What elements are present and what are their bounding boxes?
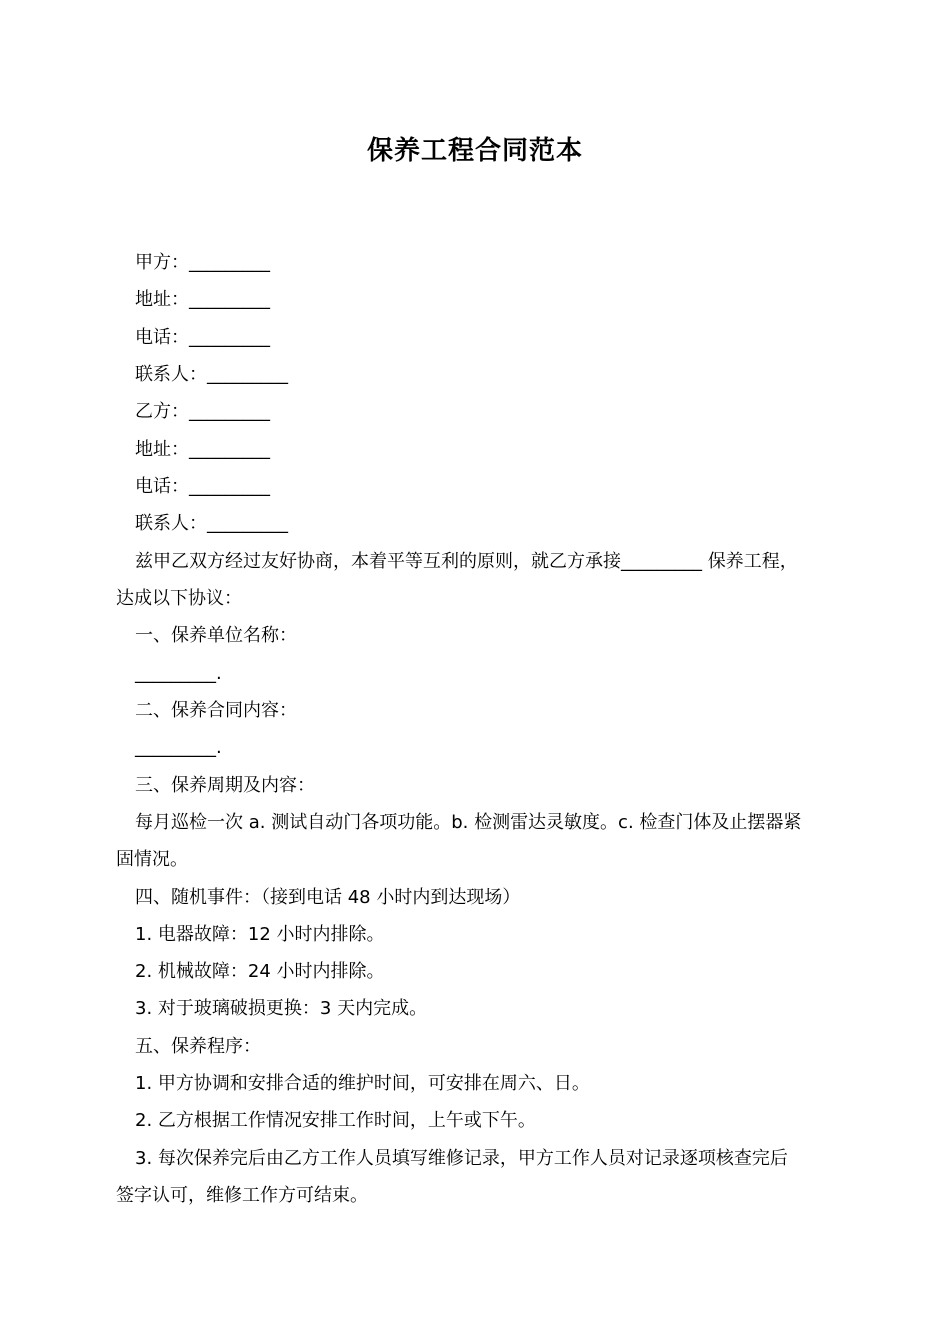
preamble-line-1: 兹甲乙双方经过友好协商，本着平等互利的原则，就乙方承接_________ 保养工程， <box>135 551 798 572</box>
section-5-item-1: 1. 甲方协调和安排合适的维护时间，可安排在周六、日。 <box>135 1073 590 1094</box>
party-a-contact: 联系人：_________ <box>135 364 288 385</box>
section-4-item-3: 3. 对于玻璃破损更换：3 天内完成。 <box>135 998 428 1019</box>
section-5-item-3-line-1: 3. 每次保养完后由乙方工作人员填写维修记录，甲方工作人员对记录逐项核查完后 <box>135 1148 788 1169</box>
party-a-name: 甲方：_________ <box>135 252 270 273</box>
section-5-heading: 五、保养程序： <box>135 1036 261 1057</box>
document-title: 保养工程合同范本 <box>366 136 583 166</box>
party-a-phone: 电话：_________ <box>135 327 270 348</box>
section-4-item-1: 1. 电器故障：12 小时内排除。 <box>135 924 385 945</box>
section-3-heading: 三、保养周期及内容： <box>135 775 315 796</box>
party-b-name: 乙方：_________ <box>135 401 270 422</box>
section-5-item-2: 2. 乙方根据工作情况安排工作时间，上午或下午。 <box>135 1110 536 1131</box>
section-3-body-line-2: 固情况。 <box>116 849 188 870</box>
party-b-contact: 联系人：_________ <box>135 513 288 534</box>
section-4-heading: 四、随机事件：（接到电话 48 小时内到达现场） <box>135 887 521 908</box>
section-1-heading: 一、保养单位名称： <box>135 625 297 646</box>
section-4-item-2: 2. 机械故障：24 小时内排除。 <box>135 961 385 982</box>
section-5-item-3-line-2: 签字认可，维修工作方可结束。 <box>116 1185 368 1206</box>
preamble-line-2: 达成以下协议： <box>116 588 242 609</box>
party-b-phone: 电话：_________ <box>135 476 270 497</box>
section-1-blank: _________. <box>135 663 222 684</box>
section-2-blank: _________. <box>135 737 222 758</box>
section-2-heading: 二、保养合同内容： <box>135 700 297 721</box>
section-3-body-line-1: 每月巡检一次 a. 测试自动门各项功能。b. 检测雷达灵敏度。c. 检查门体及止摆器紧 <box>135 812 802 833</box>
party-a-address: 地址：_________ <box>135 289 270 310</box>
party-b-address: 地址：_________ <box>135 439 270 460</box>
